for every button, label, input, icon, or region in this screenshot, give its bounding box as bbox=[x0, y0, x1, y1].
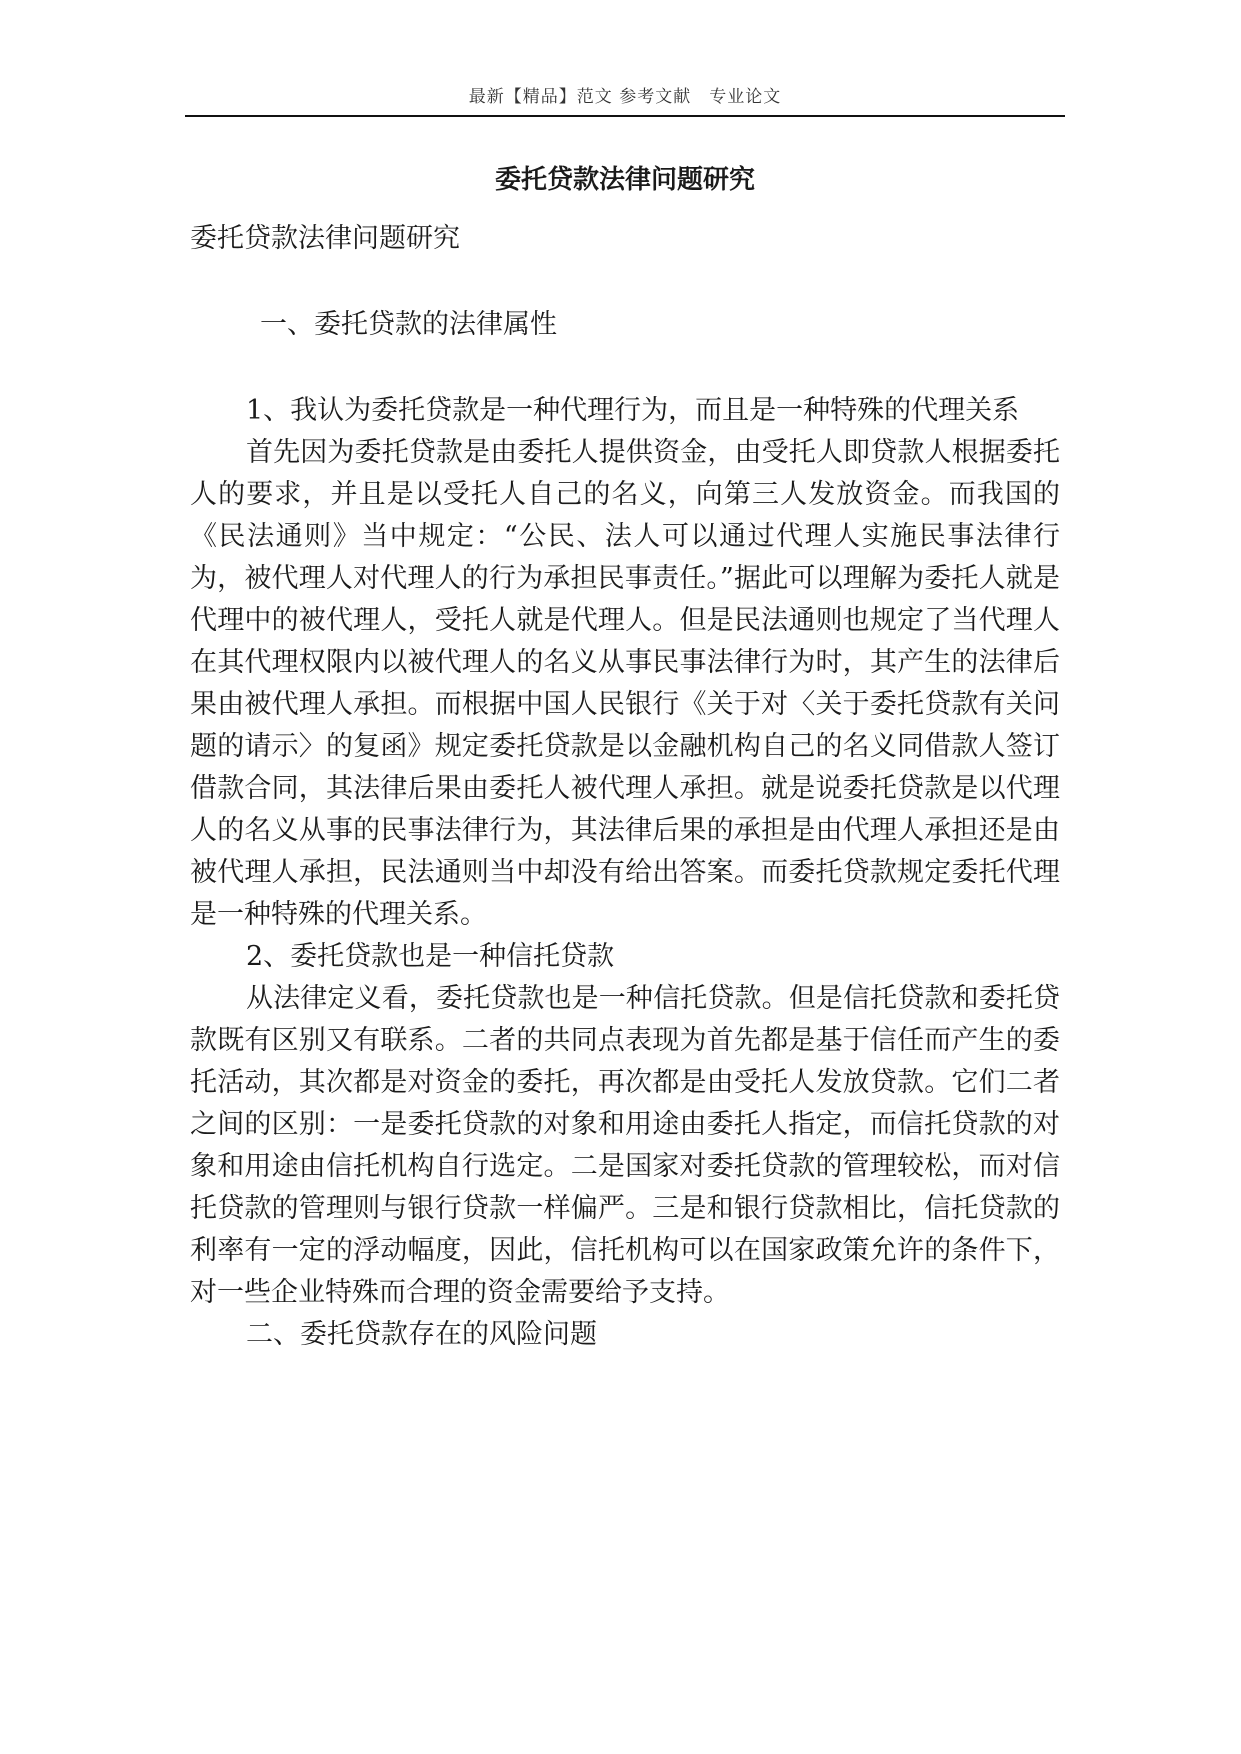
document-subtitle: 委托贷款法律问题研究 bbox=[190, 223, 460, 254]
point-heading-1: 1、我认为委托贷款是一种代理行为，而且是一种特殊的代理关系 bbox=[246, 395, 1020, 426]
paragraph-1: 首先因为委托贷款是由委托人提供资金，由受托人即贷款人根据委托人的要求，并且是以受托人自己的名义，向第三人发放资金。而我国的《民法通则》当中规定：“公民、法人可以通过代理人实施民事法律行为，被代理人对代理人的行为承担民事责任。”据此可以理解为委托人就是代理中的被代理人，受托人就是代理人。但是民法通则也规定了当代理人在其代理权限内以被代理人的名义从事民事法律行为时，其产生的法律后果由被代理人承担。而根据中国人民银行《关于对〈关于委托贷款有关问题的请示〉的复函》规定委托贷款是以金融机构自己的名义同借款人签订借款合同，其法律后果由委托人被代理人承担。就是说委托贷款是以代理人的名义从事的民事法律行为，其法律后果的承担是由代理人承担还是由被代理人承担，民法通则当中却没有给出答案。而委托贷款规定委托代理是一种特殊的代理关系。 bbox=[190, 437, 1060, 930]
paragraph-2: 从法律定义看，委托贷款也是一种信托贷款。但是信托贷款和委托贷款既有区别又有联系。二者的共同点表现为首先都是基于信任而产生的委托活动，其次都是对资金的委托，再次都是由受托人发放贷款。它们二者之间的区别：一是委托贷款的对象和用途由委托人指定，而信托贷款的对象和用途由信托机构自行选定。二是国家对委托贷款的管理较松，而对信托贷款的管理则与银行贷款一样偏严。三是和银行贷款相比，信托贷款的利率有一定的浮动幅度，因此，信托机构可以在国家政策允许的条件下，对一些企业特殊而合理的资金需要给予支持。 bbox=[190, 983, 1060, 1308]
point-heading-2: 2、委托贷款也是一种信托贷款 bbox=[246, 941, 615, 972]
section-heading-2: 二、委托贷款存在的风险问题 bbox=[246, 1319, 597, 1350]
document-body bbox=[190, 218, 1060, 1356]
page-header: 最新【精品】范文 参考文献 专业论文 bbox=[468, 87, 782, 107]
section-heading-1: 一、委托贷款的法律属性 bbox=[260, 309, 557, 340]
header-divider bbox=[185, 115, 1065, 117]
document-title: 委托贷款法律问题研究 bbox=[494, 165, 755, 195]
